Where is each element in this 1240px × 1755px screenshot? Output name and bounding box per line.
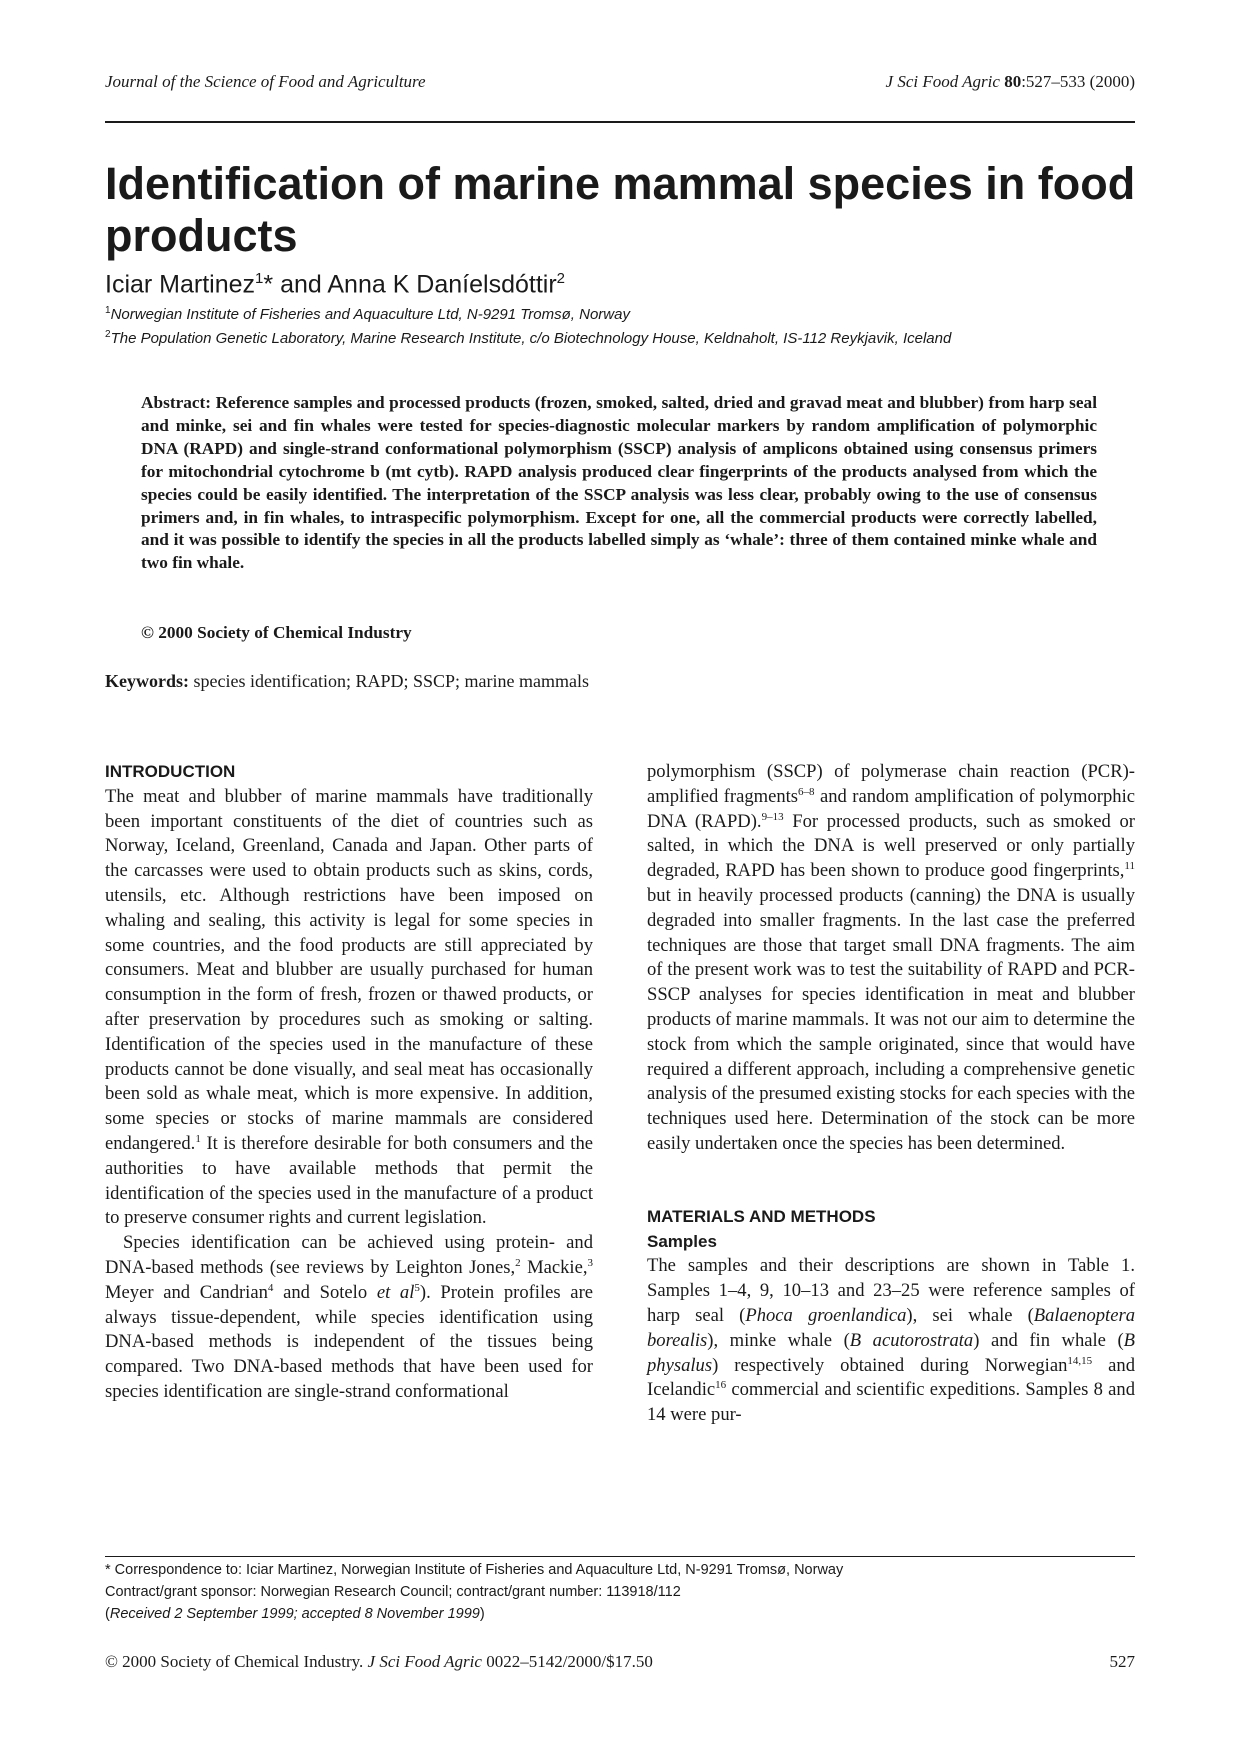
reference-mark: 3 — [587, 1256, 593, 1269]
right-column — [647, 760, 1135, 1428]
methods-paragraph-1: The samples and their descriptions are shown in Table 1. Samples 1–4, 9, 10–13 and 23–25 were reference samples of harp seal (Phoca groenlandica), sei whale (Balaenoptera borealis), minke whale (B acutorostrata) and fin whale (B physalus) respectively obtained during Norwegian$^{14,15}$ and Icelandic$^{16}$ commercial and scientific expeditions. Samples 8 and 14 were pur- — [647, 1255, 1136, 1426]
grant-footnote: Contract/grant sponsor: Norwegian Research Council; contract/grant number: 113918/112 — [105, 1584, 681, 1600]
page-footer-copyright: © 2000 Society of Chemical Industry. J Sci Food Agric 0022–5142/2000/$17.50 — [105, 1652, 653, 1671]
affiliation-1 — [105, 302, 630, 324]
reference-mark: 11 — [1124, 860, 1135, 872]
reference-mark: 4 — [267, 1281, 274, 1294]
corresponding-author-mark: * — [263, 270, 274, 299]
abstract: Abstract: Reference samples and processed products (frozen, smoked, salted, dried and gravad meat and blubber) from harp seal and minke, sei and fin whales were tested for species-diagnostic molecular markers by random amplification of polymorphic DNA (RAPD) and single-strand conformational polymorphism (SSCP) analysis of amplicons obtained using consensus primers for mitochondrial cytochrome b (mt cytb). RAPD analysis produced clear fingerprints of the products analysed from which the species could be easily identified. The interpretation of the SSCP analysis was less clear, probably owing to the use of consensus primers and, in fin whales, to intraspecific polymorphism. Except for one, all the commercial products were correctly labelled, and it was possible to identify the species in all the products labelled simply as ‘whale’: three of them contained minke whale and two fin whale. — [141, 393, 1097, 573]
citation-pages: :527–533 (2000) — [1021, 72, 1135, 91]
reference-mark: 16 — [715, 1379, 727, 1392]
intro-paragraph-1: The meat and blubber of marine mammals have traditionally been important constituents of the diet of countries such as Norway, Iceland, Greenland, Canada and Japan. Other parts of the carcasses were used to obtain products such as skins, cords, utensils, etc. Although restrictions have been imposed on whaling and sealing, this activity is legal for some species in some countries, and the food products are still appreciated by consumers. Meat and blubber are usually purchased for human consumption in the form of fresh, frozen or thawed products, or after preservation by procedures such as smoking or salting. Identification of the species used in the manufacture of these products cannot be done visually, and seal meat has occasionally been sold as whale meat, which is more expensive. In addition, some species or stocks of marine mammals are considered endangered.$^1$ It is therefore desirable for both consumers and the authorities to have available methods that permit the identification of the species used in the manufacture of a product to preserve consumer rights and current legislation. — [105, 785, 593, 1229]
header-rule — [105, 121, 1135, 123]
reference-mark: 14,15 — [1067, 1354, 1093, 1367]
author-2-affiliation-mark: 2 — [556, 270, 565, 287]
author-2: Anna K Daníelsdóttir — [327, 270, 557, 299]
affiliation-2 — [105, 326, 951, 348]
author-1-affiliation-mark: 1 — [255, 270, 264, 287]
samples-subheading: Samples — [647, 1231, 717, 1251]
affiliation-text: The Population Genetic Laboratory, Marine Research Institute, c/o Biotechnology House, Keldnaholt, IS-112 Reykjavik, Iceland — [110, 330, 952, 347]
affiliation-mark: 2 — [105, 329, 111, 340]
abstract-copyright: © 2000 Society of Chemical Industry — [141, 623, 412, 642]
reference-mark: 9–13 — [761, 810, 784, 823]
reference-mark: 1 — [195, 1132, 201, 1145]
citation-volume: 80 — [1004, 72, 1022, 91]
author-1: Iciar Martinez — [105, 270, 256, 299]
keywords-list: species identification; RAPD; SSCP; marine mammals — [189, 671, 589, 691]
keywords — [105, 671, 589, 692]
section-gap — [647, 1157, 1135, 1205]
affiliation-mark: 1 — [105, 305, 111, 316]
intro-paragraph-2: Species identification can be achieved using protein- and DNA-based methods (see reviews by Leighton Jones,$^2$ Mackie,$^3$ Meyer and Candrian$^4$ and Sotelo et $al^5$). Protein profiles are always tissue-dependent, while species identification using DNA-based methods is independent of the tissues being compared. Two DNA-based methods that have been used for species identification are single-strand conformational — [105, 1232, 594, 1402]
page-number: 527 — [1109, 1652, 1135, 1671]
methods-heading: MATERIALS AND METHODS — [647, 1206, 876, 1226]
running-header-journal: Journal of the Science of Food and Agriculture — [105, 72, 426, 91]
author-line — [105, 264, 565, 299]
introduction-heading: INTRODUCTION — [105, 762, 236, 781]
keywords-label: Keywords: — [105, 671, 189, 691]
running-header-citation — [886, 72, 1135, 92]
received-footnote: (Received 2 September 1999; accepted 8 November 1999) — [105, 1606, 485, 1622]
reference-mark: 6–8 — [798, 785, 815, 798]
citation-journal: J Sci Food Agric — [885, 72, 1000, 91]
footnote-rule — [105, 1556, 1135, 1557]
reference-mark: 5 — [414, 1281, 420, 1294]
left-column — [105, 760, 593, 1405]
affiliation-text: Norwegian Institute of Fisheries and Aquaculture Ltd, N-9291 Tromsø, Norway — [110, 306, 630, 323]
correspondence-footnote: * Correspondence to: Iciar Martinez, Norwegian Institute of Fisheries and Aquaculture Ltd, N-9291 Tromsø, Norway — [105, 1562, 844, 1578]
paper-title: Identification of marine mammal species in food products — [105, 158, 1136, 261]
intro-paragraph-3: polymorphism (SSCP) of polymerase chain reaction (PCR)-amplified fragments$^{6-8}$ and random amplification of polymorphic DNA (RAPD).$^{9-13}$ For processed products, such as smoked or salted, in which the DNA is well preserved or only partially degraded, RAPD has been shown to produce good fingerprints,$^{11}$ but in heavily processed products (canning) the DNA is usually degraded into smaller fragments. In the last case the preferred techniques are those that target small DNA fragments. The aim of the present work was to test the suitability of RAPD and PCR-SSCP analyses for species identification in meat and blubber products of marine mammals. It was not our aim to determine the stock from which the sample originated, since that would have required a different approach, including a comprehensive genetic analysis of the presumed existing stocks for each species with the techniques used here. Determination of the stock can be more easily undertaken once the species has been determined. — [647, 761, 1136, 1154]
author-conjunction: and — [273, 270, 328, 299]
reference-mark: 2 — [515, 1256, 521, 1269]
